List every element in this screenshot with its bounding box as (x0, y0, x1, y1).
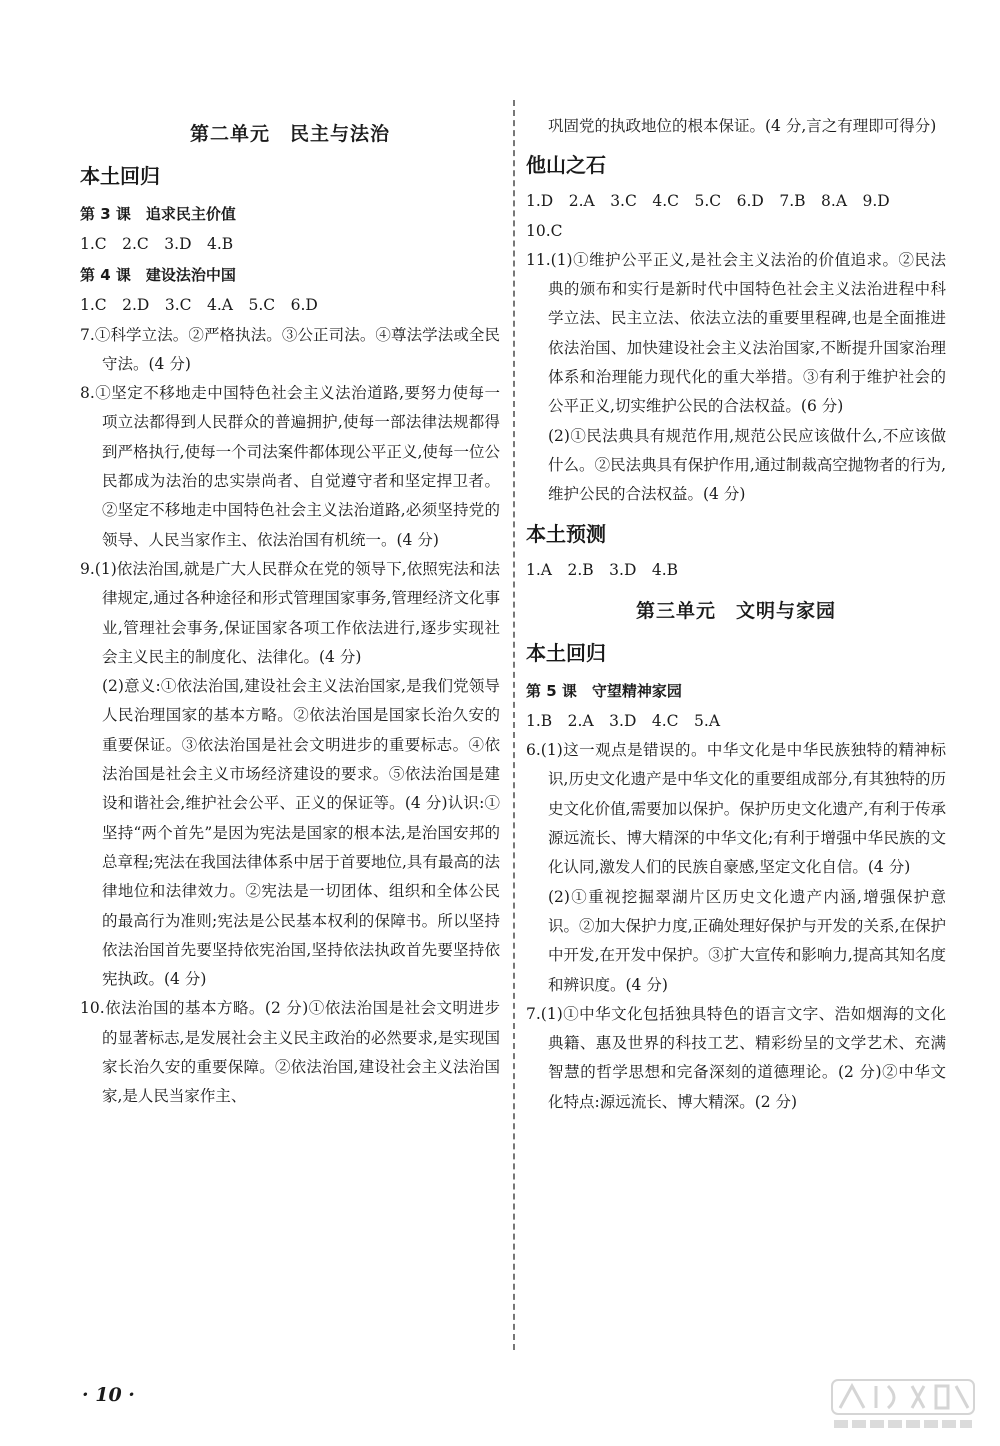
lesson-title: 第 4 课 建设法治中国 (80, 266, 236, 285)
choice-answers: 10.C (526, 221, 563, 240)
choice-answers: 1.A 2.B 3.D 4.B (526, 560, 679, 579)
answer-q8: 8.①坚定不移地走中国特色社会主义法治道路,要努力使每一项立法都得到人民群众的普遍拥护,使每一部法律法规都得到严格执行,使每一个司法案件都体现公平正义,使每一位公民都成为法治的忠实崇尚者、自觉遵守者和坚定捍卫者。②坚定不移地走中国特色社会主义法治道路,必须坚持党的领导、人民当家作主、依法治国有机统一。(4 分) (80, 384, 500, 549)
answer-q10: 10.依法治国的基本方略。(2 分)①依法治国是社会文明进步的显著标志,是发展社会主义民主政治的必然要求,是实现国家长治久安的重要保障。②依法治国,建设社会主义法治国家,是人民当家作主、 (80, 999, 500, 1106)
answer-q10-continued: 巩固党的执政地位的根本保证。(4 分,言之有理即可得分) (548, 117, 937, 135)
section-heading: 他山之石 (526, 153, 606, 178)
lesson-title: 第 5 课 守望精神家园 (526, 681, 682, 700)
answer-q7-part1: 7.(1)①中华文化包括独具特色的语言文字、浩如烟海的文化典籍、惠及世界的科技工艺、精彩纷呈的文学艺术、充满智慧的哲学思想和完备深刻的道德理论。(2 分)②中华文化特点:源远流长、博大精深。(2 分) (526, 1004, 946, 1111)
watermark-logo (828, 1378, 978, 1438)
answer-q11-part2: (2)①民法典具有规范作用,规范公民应该做什么,不应该做什么。②民法典具有保护作用,通过制裁高空抛物者的行为,维护公民的合法权益。(4 分) (548, 426, 946, 504)
left-column (80, 108, 500, 1112)
section-heading: 本土回归 (80, 164, 160, 188)
choice-answers: 1.B 2.A 3.D 4.C 5.A (526, 711, 721, 730)
lesson-title: 第 3 课 追求民主价值 (80, 205, 236, 223)
unit-title: 第二单元 民主与法治 (189, 123, 390, 145)
column-divider (513, 100, 515, 1350)
answer-q11-part1: 11.(1)①维护公平正义,是社会主义法治的价值追求。②民法典的颁布和实行是新时代中国特色社会主义法治进程中科学立法、民主立法、依法立法的重要里程碑,也是全面推进依法治国、加快建设社会主义法治国家,不断提升国家治理体系和治理能力现代化的重大举措。③有利于维护社会的公平正义,切实维护公民的合法权益。(6 分) (526, 250, 946, 416)
section-heading: 本土预测 (526, 521, 606, 546)
section-heading: 本土回归 (526, 640, 606, 665)
choice-answers: 1.C 2.D 3.C 4.A 5.C 6.D (80, 296, 318, 315)
answer-q7: 7.①科学立法。②严格执法。③公正司法。④尊法学法或全民守法。(4 分) (80, 325, 500, 373)
right-column (526, 112, 946, 1117)
page-number: · 10 · (82, 1384, 135, 1406)
answer-q9-part2: (2)意义:①依法治国,建设社会主义法治国家,是我们党领导人民治理国家的基本方略。②依法治国是国家长治久安的重要保证。③依法治国是社会文明进步的重要标志。④依法治国是社会主义市场经济建设的要求。⑤依法治国是建设和谐社会,维护社会公平、正义的保证等。(4 分)认识:①坚持“两个首先”是因为宪法是国家的根本法,是治国安邦的总章程;宪法在我国法律体系中居于首要地位,具有最高的法律地位和法律效力。②宪法是一切团体、组织和全体公民的最高行为准则;宪法是公民基本权利的保障书。所以坚持依法治国首先要坚持依宪治国,坚持依法执政首先要坚持依宪执政。(4 分) (102, 677, 500, 989)
choice-answers: 1.C 2.C 3.D 4.B (80, 235, 234, 253)
unit-title: 第三单元 文明与家园 (635, 599, 836, 622)
answer-q6-part1: 6.(1)这一观点是错误的。中华文化是中华民族独特的精神标识,历史文化遗产是中华文化的重要组成部分,有其独特的历史文化价值,需要加以保护。保护历史文化遗产,有利于传承源远流长、博大精深的中华文化;有利于增强中华民族的文化认同,激发人们的民族自豪感,坚定文化自信。(4 分) (526, 741, 946, 877)
answer-q6-part2: (2)①重视挖掘翠湖片区历史文化遗产内涵,增强保护意识。②加大保护力度,正确处理好保护与开发的关系,在保护中开发,在开发中保护。③扩大宣传和影响力,提高其知名度和辨识度。(4 分) (548, 887, 946, 994)
choice-answers: 1.D 2.A 3.C 4.C 5.C 6.D 7.B 8.A 9.D (526, 192, 890, 211)
answer-q9-part1: 9.(1)依法治国,就是广大人民群众在党的领导下,依照宪法和法律规定,通过各种途径和形式管理国家事务,管理经济文化事业,管理社会事务,保证国家各项工作依法进行,逐步实现社会主义民主的制度化、法律化。(4 分) (80, 559, 500, 666)
